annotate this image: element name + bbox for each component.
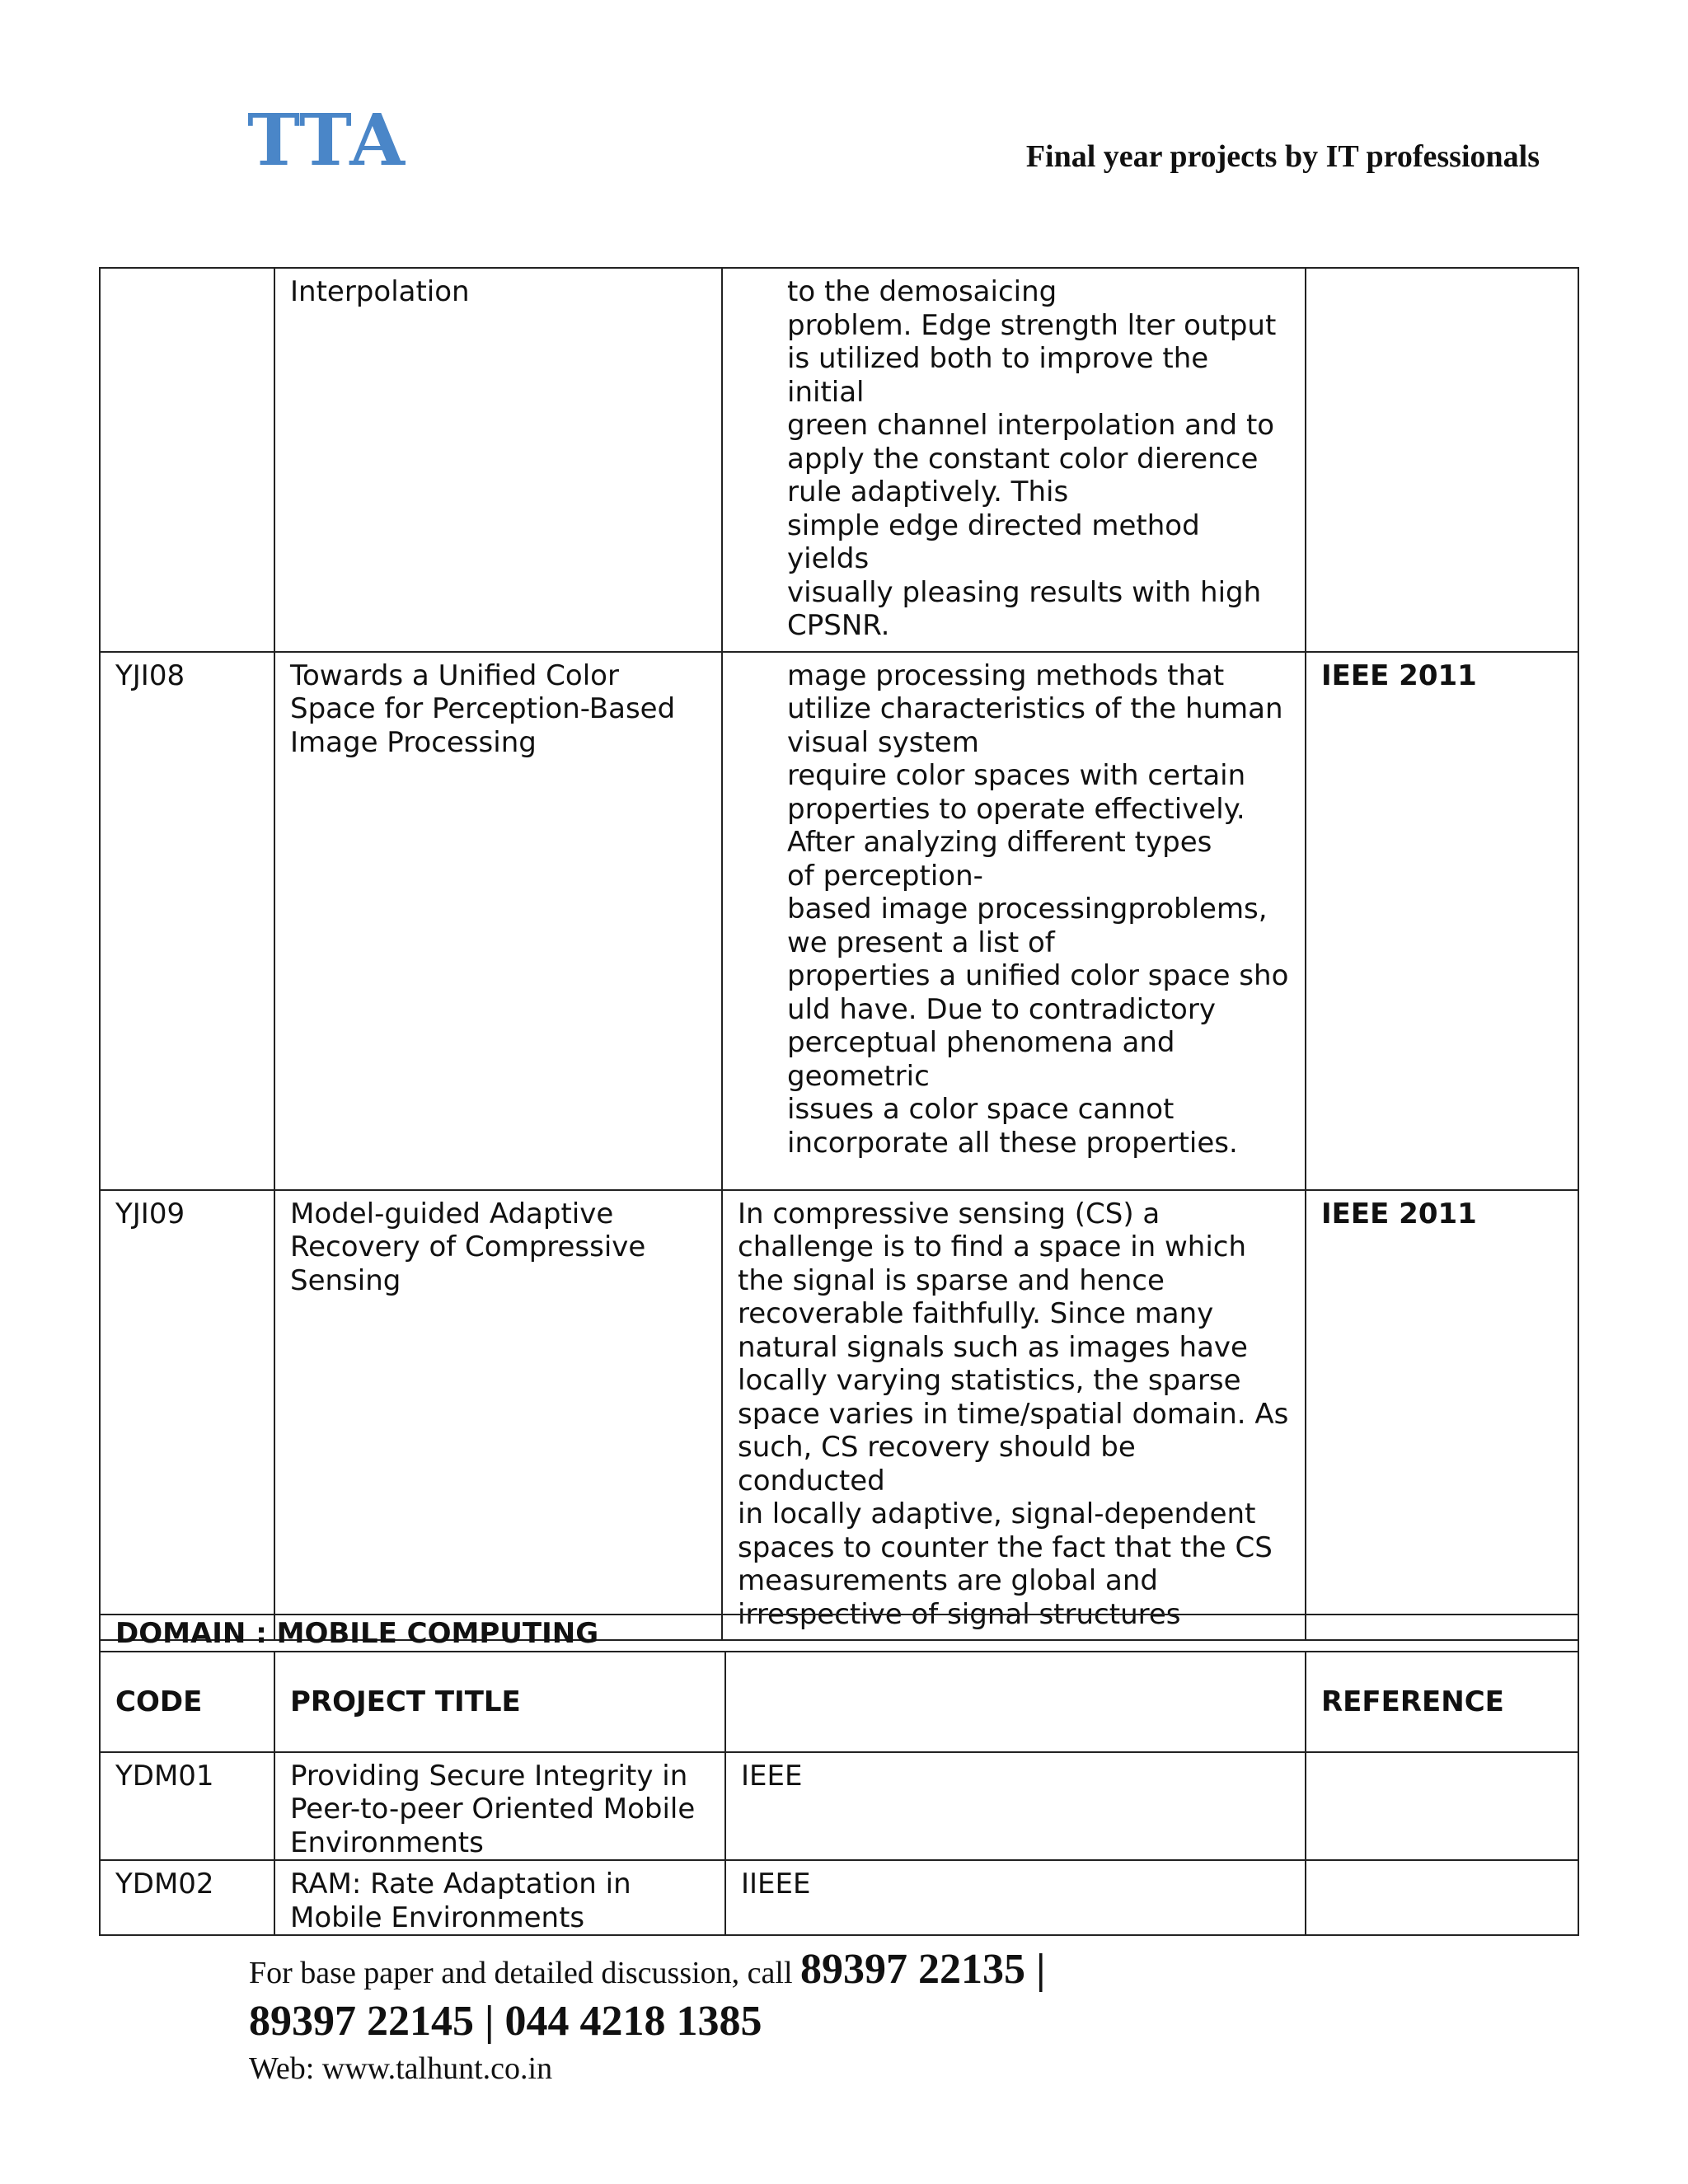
- projects-table-image-processing: [99, 267, 1579, 1641]
- domain-row: [100, 1615, 1578, 1652]
- table-row: [100, 652, 1578, 1190]
- row-title: Interpolation: [274, 268, 722, 652]
- row-reference: [1306, 1860, 1578, 1935]
- row-code: YDM02: [100, 1860, 274, 1935]
- row-abstract: IEEE: [725, 1752, 1306, 1861]
- row-title: Towards a Unified Color Space for Perception-Based Image Processing: [274, 652, 722, 1190]
- row-abstract: to the demosaicing problem. Edge strength lter output is utilized both to improve the initial green channel interpolation and to apply the constant color dierence rule adaptively. This simple edge directed method yields visually pleasing results with high CPSNR.: [722, 268, 1306, 652]
- row-title: Model-guided Adaptive Recovery of Compressive Sensing: [274, 1190, 722, 1641]
- row-abstract: mage processing methods that utilize characteristics of the human visual system require color spaces with certain properties to operate effectively. After analyzing different types of perception- based image processingproblems, we present a list of properties a unified color space sho uld have. Due to contradictory perceptual phenomena and geometric issues a color space cannot incorporate all these properties.: [722, 652, 1306, 1190]
- logo: TTA: [247, 99, 406, 182]
- row-abstract: IIEEE: [725, 1860, 1306, 1935]
- row-reference: IEEE 2011: [1306, 1190, 1578, 1641]
- row-reference: [1306, 268, 1578, 652]
- footer-line-1: [249, 1945, 1045, 1994]
- footer-phones: 89397 22145 | 044 4218 1385: [249, 1998, 762, 2045]
- row-reference: IEEE 2011: [1306, 652, 1578, 1190]
- header-blank: [725, 1652, 1306, 1752]
- row-title: RAM: Rate Adaptation in Mobile Environments: [274, 1860, 725, 1935]
- footer-call-text: For base paper and detailed discussion, call: [249, 1956, 801, 1990]
- footer-contact: [249, 1945, 1045, 2087]
- row-title: Providing Secure Integrity in Peer-to-peer Oriented Mobile Environments: [274, 1752, 725, 1861]
- header-title: PROJECT TITLE: [274, 1652, 725, 1752]
- footer-web: Web: www.talhunt.co.in: [249, 2051, 553, 2086]
- row-reference: [1306, 1752, 1578, 1861]
- header-tagline: Final year projects by IT professionals: [1025, 139, 1540, 174]
- table-row: [100, 1752, 1578, 1861]
- projects-table-mobile-computing: [99, 1614, 1579, 1936]
- row-code: YJI09: [100, 1190, 274, 1641]
- row-code: YJI08: [100, 652, 274, 1190]
- domain-heading: DOMAIN : MOBILE COMPUTING: [100, 1615, 1578, 1652]
- table-row: [100, 268, 1578, 652]
- header-code: CODE: [100, 1652, 274, 1752]
- row-code: [100, 268, 274, 652]
- row-abstract: In compressive sensing (CS) a challenge is to find a space in which the signal is sparse and hence recoverable faithfully. Since many natural signals such as images have locally varying statistics, the sparse space varies in time/spatial domain. As such, CS recovery should be conducted in locally adaptive, signal-dependent spaces to counter the fact that the CS measurements are global and irrespective of signal structures: [722, 1190, 1306, 1641]
- table-row: [100, 1190, 1578, 1641]
- row-code: YDM01: [100, 1752, 274, 1861]
- footer-phone-1: 89397 22135 |: [800, 1946, 1046, 1993]
- header-row: [100, 1652, 1578, 1752]
- header-reference: REFERENCE: [1306, 1652, 1578, 1752]
- table-row: [100, 1860, 1578, 1935]
